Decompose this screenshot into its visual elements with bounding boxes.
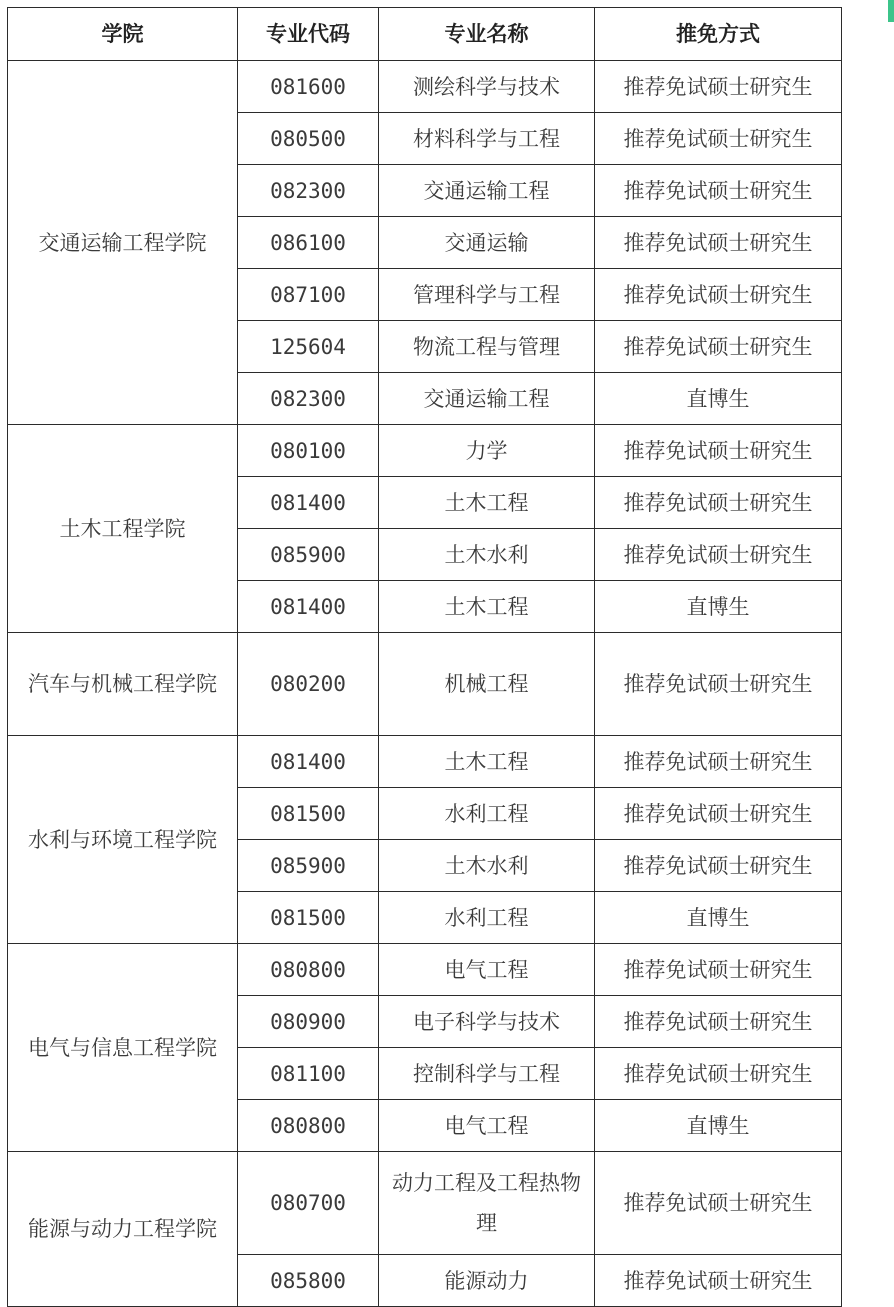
major-name: 水利工程 xyxy=(379,788,595,840)
major-name: 力学 xyxy=(379,425,595,477)
admission-method: 推荐免试硕士研究生 xyxy=(595,217,842,269)
table-row xyxy=(8,633,842,736)
admission-method: 直博生 xyxy=(595,892,842,944)
major-code: 085800 xyxy=(238,1255,379,1307)
major-code: 085900 xyxy=(238,529,379,581)
majors-table xyxy=(7,7,842,1307)
admission-method: 推荐免试硕士研究生 xyxy=(595,321,842,373)
admission-method: 推荐免试硕士研究生 xyxy=(595,165,842,217)
major-code: 080700 xyxy=(238,1152,379,1255)
major-name: 电气工程 xyxy=(379,944,595,996)
major-code: 125604 xyxy=(238,321,379,373)
admission-method: 推荐免试硕士研究生 xyxy=(595,788,842,840)
college-cell: 能源与动力工程学院 xyxy=(8,1152,238,1307)
admission-method: 推荐免试硕士研究生 xyxy=(595,1255,842,1307)
major-code: 080500 xyxy=(238,113,379,165)
major-code: 081500 xyxy=(238,788,379,840)
major-code: 087100 xyxy=(238,269,379,321)
header-code: 专业代码 xyxy=(238,8,379,61)
major-name: 管理科学与工程 xyxy=(379,269,595,321)
major-name: 交通运输 xyxy=(379,217,595,269)
college-cell: 水利与环境工程学院 xyxy=(8,736,238,944)
major-name: 交通运输工程 xyxy=(379,165,595,217)
major-code: 081400 xyxy=(238,736,379,788)
admission-method: 推荐免试硕士研究生 xyxy=(595,996,842,1048)
major-code: 080900 xyxy=(238,996,379,1048)
major-code: 082300 xyxy=(238,165,379,217)
table-row xyxy=(8,944,842,996)
major-name: 物流工程与管理 xyxy=(379,321,595,373)
major-name: 土木工程 xyxy=(379,581,595,633)
college-cell: 电气与信息工程学院 xyxy=(8,944,238,1152)
admission-method: 推荐免试硕士研究生 xyxy=(595,425,842,477)
major-code: 085900 xyxy=(238,840,379,892)
major-code: 082300 xyxy=(238,373,379,425)
admission-method: 推荐免试硕士研究生 xyxy=(595,61,842,113)
major-code: 086100 xyxy=(238,217,379,269)
header-row xyxy=(8,8,842,61)
table-row xyxy=(8,61,842,113)
table-row xyxy=(8,1152,842,1255)
header-college: 学院 xyxy=(8,8,238,61)
major-code: 080100 xyxy=(238,425,379,477)
major-code: 081600 xyxy=(238,61,379,113)
admission-method: 推荐免试硕士研究生 xyxy=(595,113,842,165)
college-cell: 土木工程学院 xyxy=(8,425,238,633)
major-code: 081400 xyxy=(238,477,379,529)
admission-method: 推荐免试硕士研究生 xyxy=(595,1152,842,1255)
admission-method: 推荐免试硕士研究生 xyxy=(595,633,842,736)
major-name: 土木工程 xyxy=(379,736,595,788)
table-row xyxy=(8,425,842,477)
major-name: 水利工程 xyxy=(379,892,595,944)
admission-method: 推荐免试硕士研究生 xyxy=(595,529,842,581)
admission-method: 推荐免试硕士研究生 xyxy=(595,840,842,892)
admission-method: 推荐免试硕士研究生 xyxy=(595,1048,842,1100)
admission-method: 直博生 xyxy=(595,373,842,425)
admission-method: 推荐免试硕士研究生 xyxy=(595,477,842,529)
major-name: 电子科学与技术 xyxy=(379,996,595,1048)
major-name: 动力工程及工程热物理 xyxy=(379,1152,595,1255)
major-code: 080800 xyxy=(238,1100,379,1152)
major-name: 交通运输工程 xyxy=(379,373,595,425)
major-name: 材料科学与工程 xyxy=(379,113,595,165)
major-name: 测绘科学与技术 xyxy=(379,61,595,113)
major-code: 081500 xyxy=(238,892,379,944)
admission-method: 直博生 xyxy=(595,581,842,633)
admission-method: 推荐免试硕士研究生 xyxy=(595,736,842,788)
admission-method: 直博生 xyxy=(595,1100,842,1152)
major-name: 土木工程 xyxy=(379,477,595,529)
major-name: 能源动力 xyxy=(379,1255,595,1307)
major-name: 土木水利 xyxy=(379,840,595,892)
table-row xyxy=(8,736,842,788)
college-cell: 交通运输工程学院 xyxy=(8,61,238,425)
admission-method: 推荐免试硕士研究生 xyxy=(595,944,842,996)
major-name: 机械工程 xyxy=(379,633,595,736)
major-code: 081400 xyxy=(238,581,379,633)
header-name: 专业名称 xyxy=(379,8,595,61)
major-code: 080800 xyxy=(238,944,379,996)
header-method: 推免方式 xyxy=(595,8,842,61)
accent-strip xyxy=(888,0,894,22)
major-code: 080200 xyxy=(238,633,379,736)
admission-method: 推荐免试硕士研究生 xyxy=(595,269,842,321)
college-cell: 汽车与机械工程学院 xyxy=(8,633,238,736)
major-name: 土木水利 xyxy=(379,529,595,581)
major-name: 电气工程 xyxy=(379,1100,595,1152)
major-name: 控制科学与工程 xyxy=(379,1048,595,1100)
major-code: 081100 xyxy=(238,1048,379,1100)
